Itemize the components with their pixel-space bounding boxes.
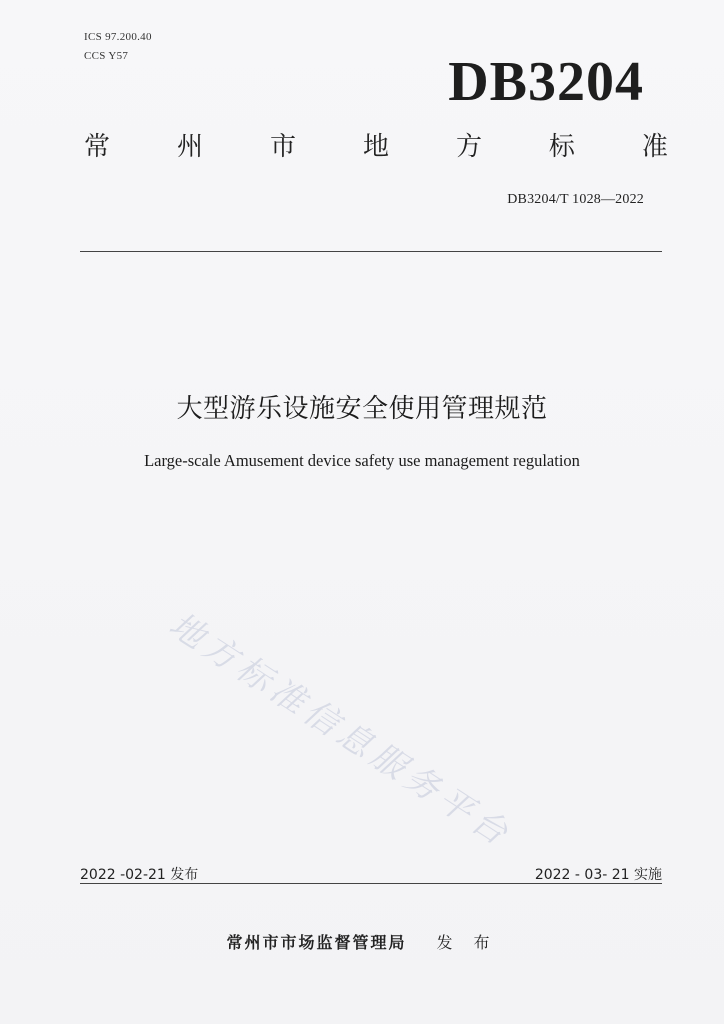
- title-chinese: 大型游乐设施安全使用管理规范: [176, 394, 548, 424]
- db-code: DB3204: [448, 51, 644, 113]
- issue-date: 2022 -02-21 发布: [80, 867, 199, 883]
- issuer-line: [0, 930, 724, 953]
- issuer-name: 常州市市场监督管理局: [226, 933, 407, 952]
- standard-kind-char: 标: [548, 132, 575, 162]
- standard-kind: [84, 134, 668, 160]
- ccs-code: CCS Y57: [84, 50, 129, 62]
- ics-code: ICS 97.200.40: [84, 31, 152, 43]
- standard-kind-char: 州: [176, 132, 203, 162]
- title-english: Large-scale Amusement device safety use management regulation: [144, 451, 580, 470]
- watermark: 地方标准信息服务平台: [161, 604, 520, 857]
- standard-kind-char: 准: [641, 132, 668, 162]
- standard-number: DB3204/T 1028—2022: [507, 192, 644, 207]
- standard-kind-char: 地: [362, 132, 389, 162]
- standard-kind-char: 市: [269, 132, 296, 162]
- bottom-divider: [80, 883, 662, 884]
- implementation-date: 2022 - 03- 21 实施: [534, 867, 662, 883]
- standard-kind-char: 常: [84, 132, 111, 162]
- top-divider: [80, 251, 662, 252]
- issue-word: 发 布: [436, 933, 498, 952]
- standard-kind-char: 方: [455, 132, 482, 162]
